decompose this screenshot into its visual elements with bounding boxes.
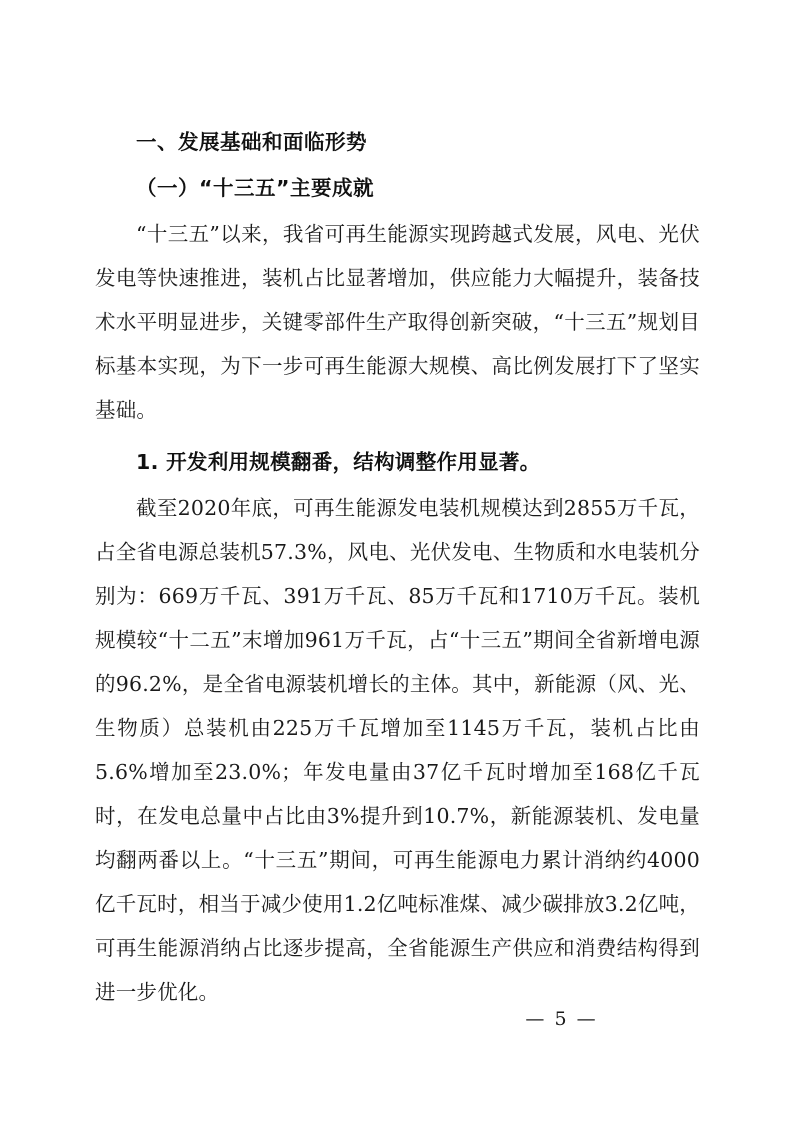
- section-heading-one: 一、发展基础和面临形势: [136, 130, 367, 154]
- document-body: [95, 120, 700, 1016]
- page-number: — 5 —: [525, 1008, 598, 1030]
- section-heading-two: （一）“十三五”主要成就: [136, 176, 374, 200]
- paragraph-capacity-statistics: 截至2020年底，可再生能源发电装机规模达到2855万千瓦，占全省电源总装机57.3%，风电、光伏发电、生物质和水电装机分别为：669万千瓦、391万千瓦、85万千瓦和1710万千瓦。装机规模较“十二五”末增加961万千瓦，占“十三五”期间全省新增电源的96.2%，是全省电源装机增长的主体。其中，新能源（风、光、生物质）总装机由225万千瓦增加至1145万千瓦，装机占比由5.6%增加至23.0%；年发电量由37亿千瓦时增加至168亿千瓦时，在发电总量中占比由3%提升到10.7%，新能源装机、发电量均翻两番以上。“十三五”期间，可再生能源电力累计消纳约4000亿千瓦时，相当于减少使用1.2亿吨标准煤、减少碳排放3.2亿吨，可再生能源消纳占比逐步提高，全省能源生产供应和消费结构得到进一步优化。: [95, 496, 700, 1004]
- paragraph-achievements-intro: “十三五”以来，我省可再生能源实现跨越式发展，风电、光伏发电等快速推进，装机占比显著增加，供应能力大幅提升，装备技术水平明显进步，关键零部件生产取得创新突破，“十三五”规划目标基本实现，为下一步可再生能源大规模、高比例发展打下了坚实基础。: [95, 222, 700, 422]
- section-heading-three: 1. 开发利用规模翻番，结构调整作用显著。: [136, 450, 541, 474]
